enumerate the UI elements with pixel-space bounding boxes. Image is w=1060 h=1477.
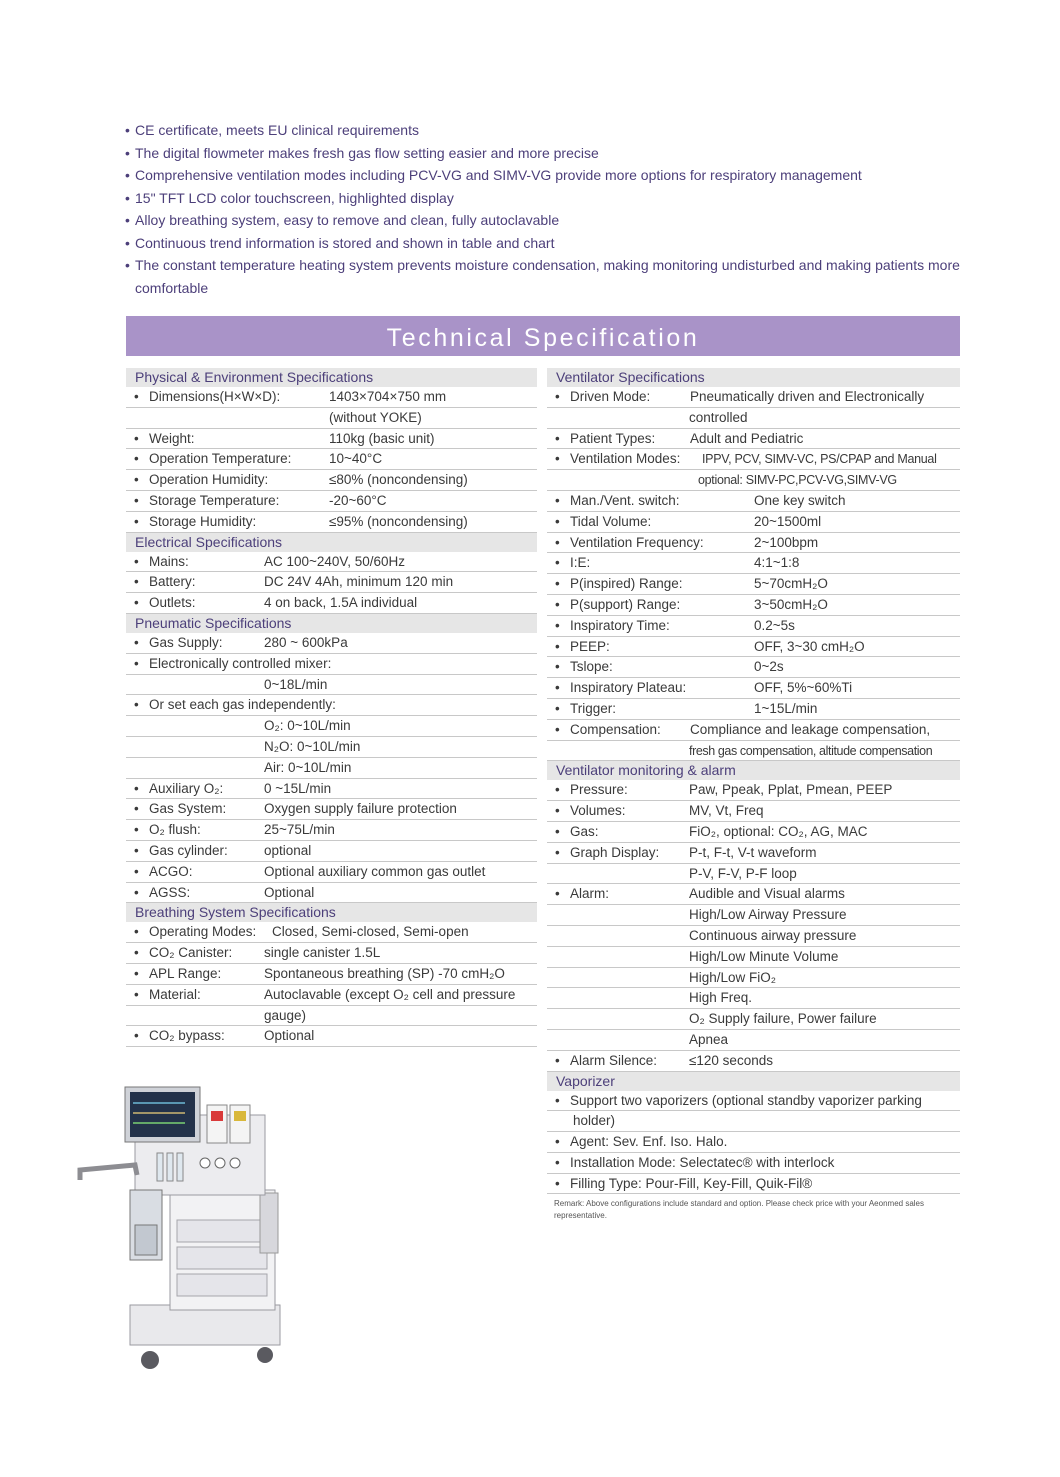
spec-row — [126, 654, 537, 675]
spec-label: Outlets: — [149, 595, 196, 611]
spec-row — [126, 429, 537, 450]
spec-value: (without YOKE) — [329, 409, 422, 425]
bullet-icon: • — [555, 886, 560, 902]
spec-value: Optional auxiliary common gas outlet — [264, 863, 486, 879]
section-header-vaporizer: Vaporizer — [547, 1072, 960, 1091]
bullet-icon: • — [134, 595, 139, 611]
bullet-icon: • — [555, 1175, 560, 1191]
feature-item: • CE certificate, meets EU clinical requirements — [125, 122, 419, 138]
spec-banner-title: Technical Specification — [386, 324, 700, 352]
spec-label: Gas cylinder: — [149, 842, 228, 858]
bullet-icon: • — [134, 801, 139, 817]
spec-value: -20~60°C — [329, 492, 387, 508]
feature-item: • Alloy breathing system, easy to remove and clean, fully autoclavable — [125, 212, 560, 228]
spec-value: High/Low Airway Pressure — [689, 907, 847, 923]
spec-label: Alarm Silence: — [570, 1052, 658, 1068]
spec-value: High/Low FiO₂ — [689, 969, 777, 985]
spec-value: 280 ~ 600kPa — [264, 634, 348, 650]
spec-value: Optional — [264, 884, 315, 900]
bullet-icon: • — [555, 389, 560, 404]
spec-label: Patient Types: — [570, 430, 656, 446]
spec-row — [126, 491, 537, 512]
spec-value: Continuous airway pressure — [689, 927, 857, 943]
spec-value: FiO₂, optional: CO₂, AG, MAC — [689, 823, 868, 839]
spec-label: Support two vaporizers (optional standby vaporizer parking — [570, 1092, 922, 1108]
spec-value: Audible and Visual alarms — [689, 886, 845, 902]
spec-label: APL Range: — [149, 965, 222, 981]
spec-value: IPPV, PCV, SIMV-VC, PS/CPAP and Manual — [702, 452, 937, 467]
anesthesia-machine-image — [75, 1075, 295, 1375]
spec-row — [126, 449, 537, 470]
spec-row — [126, 1006, 537, 1027]
spec-value: MV, Vt, Freq — [689, 803, 764, 819]
spec-row — [126, 922, 537, 943]
spec-row — [547, 926, 960, 947]
bullet-icon: • — [555, 844, 560, 860]
spec-label: O₂ flush: — [149, 822, 201, 838]
feature-item: • The digital flowmeter makes fresh gas flow setting easier and more precise — [125, 144, 599, 161]
spec-label: Material: — [149, 986, 201, 1002]
spec-row — [547, 470, 960, 491]
spec-value: 1403×704×750 mm — [329, 389, 447, 404]
spec-value: 3~50cmH₂O — [754, 596, 828, 612]
spec-row — [126, 552, 537, 573]
spec-label: Operating Modes: — [149, 924, 257, 940]
spec-row — [547, 1051, 960, 1072]
spec-row — [126, 737, 537, 758]
spec-row — [126, 633, 537, 654]
spec-row — [547, 1174, 960, 1195]
bullet-icon: • — [555, 1154, 560, 1170]
bullet-icon: • — [134, 863, 139, 879]
spec-value: 0~18L/min — [264, 676, 328, 692]
spec-label: Operation Humidity: — [149, 472, 269, 488]
spec-label: Gas: — [570, 823, 599, 839]
feature-list — [125, 119, 965, 299]
spec-label: AGSS: — [149, 884, 191, 900]
spec-value: DC 24V 4Ah, minimum 120 min — [264, 574, 454, 590]
spec-label: Graph Display: — [570, 844, 660, 860]
spec-label: Storage Temperature: — [149, 492, 280, 508]
spec-row — [547, 699, 960, 720]
spec-value: N₂O: 0~10L/min — [264, 738, 361, 754]
spec-label: Installation Mode: Selectatec® with interlock — [570, 1154, 835, 1170]
spec-row — [547, 822, 960, 843]
bullet-icon: • — [134, 1028, 139, 1044]
bullet-icon: • — [555, 1092, 560, 1108]
spec-value: Compliance and leakage compensation, — [690, 721, 931, 737]
spec-value: 5~70cmH₂O — [754, 576, 828, 592]
bullet-icon: • — [134, 884, 139, 900]
spec-value: 1~15L/min — [754, 700, 818, 716]
spec-row — [547, 595, 960, 616]
spec-value: Closed, Semi-closed, Semi-open — [272, 924, 469, 940]
spec-row — [126, 985, 537, 1006]
spec-label: Compensation: — [570, 721, 661, 737]
spec-row — [547, 905, 960, 926]
bullet-icon: • — [555, 617, 560, 633]
spec-label: Tslope: — [570, 659, 613, 675]
bullet-icon: • — [134, 945, 139, 961]
bullet-icon: • — [555, 492, 560, 508]
spec-row — [547, 1153, 960, 1174]
spec-row — [547, 1009, 960, 1030]
bullet-icon: • — [555, 659, 560, 675]
spec-value: Adult and Pediatric — [690, 430, 804, 446]
spec-label: P(support) Range: — [570, 596, 681, 612]
spec-value: 4 on back, 1.5A individual — [264, 595, 418, 611]
spec-row — [126, 943, 537, 964]
spec-row — [547, 574, 960, 595]
spec-label: Operation Temperature: — [149, 451, 292, 467]
spec-label: Storage Humidity: — [149, 513, 257, 529]
spec-value: ≤95% (noncondensing) — [329, 513, 468, 529]
spec-value: O₂ Supply failure, Power failure — [689, 1011, 877, 1027]
spec-label: Ventilation Modes: — [570, 451, 681, 467]
spec-value: 2~100bpm — [754, 534, 819, 550]
spec-row — [126, 964, 537, 985]
spec-value: Autoclavable (except O₂ cell and pressure — [264, 986, 516, 1002]
spec-label: Weight: — [149, 430, 195, 446]
spec-row — [547, 637, 960, 658]
spec-row — [126, 512, 537, 533]
spec-value: 110kg (basic unit) — [329, 430, 435, 446]
spec-value: OFF, 5%~60%Ti — [754, 680, 853, 696]
spec-label: Or set each gas independently: — [149, 697, 336, 713]
spec-value: P-t, F-t, V-t waveform — [689, 844, 817, 860]
section-header-physical-environment-specifications: Physical & Environment Specifications — [126, 368, 537, 387]
spec-value: Pneumatically driven and Electronically — [690, 389, 925, 404]
bullet-icon: • — [555, 638, 560, 654]
spec-value: 0 ~15L/min — [264, 780, 332, 796]
spec-label: Volumes: — [570, 803, 626, 819]
spec-value: 20~1500ml — [754, 513, 822, 529]
spec-row — [126, 572, 537, 593]
spec-row — [547, 1030, 960, 1051]
bullet-icon: • — [134, 553, 139, 569]
spec-value: fresh gas compensation, altitude compensation — [689, 743, 933, 758]
spec-row — [547, 843, 960, 864]
spec-label: I:E: — [570, 555, 591, 571]
spec-label: Dimensions(H×W×D): — [149, 389, 281, 404]
spec-label: Mains: — [149, 553, 189, 569]
spec-label: Inspiratory Time: — [570, 617, 670, 633]
spec-row — [126, 841, 537, 862]
bullet-icon: • — [555, 1052, 560, 1068]
bullet-icon: • — [134, 389, 139, 404]
spec-row — [547, 741, 960, 762]
bullet-icon: • — [555, 596, 560, 612]
spec-label: Filling Type: Pour-Fill, Key-Fill, Quik-Fil® — [570, 1175, 813, 1191]
spec-value: single canister 1.5L — [264, 945, 381, 961]
spec-value: Oxygen supply failure protection — [264, 801, 457, 817]
spec-value: Paw, Ppeak, Pplat, Pmean, PEEP — [689, 782, 893, 798]
bullet-icon: • — [555, 555, 560, 571]
spec-label: Man./Vent. switch: — [570, 492, 680, 508]
spec-value: 0~2s — [754, 659, 784, 675]
spec-row — [126, 883, 537, 904]
spec-row — [547, 387, 960, 408]
spec-label: Agent: Sev. Enf. Iso. Halo. — [570, 1134, 728, 1150]
spec-label: Electronically controlled mixer: — [149, 655, 332, 671]
spec-label: PEEP: — [570, 638, 610, 654]
bullet-icon: • — [134, 492, 139, 508]
spec-value: O₂: 0~10L/min — [264, 718, 351, 734]
bullet-icon: • — [555, 700, 560, 716]
spec-banner — [126, 316, 960, 356]
bullet-icon: • — [134, 472, 139, 488]
spec-value: P-V, F-V, P-F loop — [689, 865, 797, 881]
spec-row — [126, 1026, 537, 1047]
spec-label: Alarm: — [570, 886, 610, 902]
spec-value: Air: 0~10L/min — [264, 759, 352, 775]
feature-item: • Continuous trend information is stored and shown in table and chart — [125, 234, 555, 251]
spec-value: 25~75L/min — [264, 822, 335, 838]
spec-row — [547, 884, 960, 905]
spec-value: Optional — [264, 1028, 315, 1044]
bullet-icon: • — [134, 574, 139, 590]
bullet-icon: • — [134, 430, 139, 446]
bullet-icon: • — [134, 822, 139, 838]
spec-row — [126, 799, 537, 820]
remark-note: Remark: Above configurations include standard and option. Please check price with your Aeonmed sales representative. — [554, 1199, 924, 1221]
section-header-electrical-specifications: Electrical Specifications — [126, 533, 537, 552]
section-header-ventilator-specifications: Ventilator Specifications — [547, 368, 960, 387]
spec-row — [126, 779, 537, 800]
spec-row — [547, 429, 960, 450]
spec-value: High Freq. — [689, 990, 753, 1006]
bullet-icon: • — [134, 513, 139, 529]
spec-row — [547, 988, 960, 1009]
bullet-icon: • — [134, 965, 139, 981]
spec-value: Spontaneous breathing (SP) -70 cmH₂O — [264, 965, 505, 981]
bullet-icon: • — [555, 576, 560, 592]
spec-label: Driven Mode: — [570, 389, 651, 404]
spec-row — [126, 408, 537, 429]
spec-row — [126, 593, 537, 614]
spec-value: 0.2~5s — [754, 617, 795, 633]
bullet-icon: • — [134, 842, 139, 858]
spec-value: 4:1~1:8 — [754, 555, 800, 571]
spec-value: One key switch — [754, 492, 846, 508]
spec-value: optional: SIMV-PC,PCV-VG,SIMV-VG — [698, 473, 897, 488]
spec-label: Tidal Volume: — [570, 513, 652, 529]
spec-label: Pressure: — [570, 782, 628, 798]
bullet-icon: • — [555, 823, 560, 839]
spec-label: Gas Supply: — [149, 634, 223, 650]
bullet-icon: • — [555, 1134, 560, 1150]
bullet-icon: • — [134, 924, 139, 940]
spec-value: OFF, 3~30 cmH₂O — [754, 638, 865, 654]
spec-label: Trigger: — [570, 700, 617, 716]
spec-value: High/Low Minute Volume — [689, 948, 839, 964]
bullet-icon: • — [555, 513, 560, 529]
spec-label: CO₂ bypass: — [149, 1028, 225, 1044]
spec-row — [547, 449, 960, 470]
spec-row — [547, 1132, 960, 1153]
spec-label: Inspiratory Plateau: — [570, 680, 687, 696]
spec-row — [547, 864, 960, 885]
spec-value: gauge) — [264, 1007, 307, 1023]
bullet-icon: • — [134, 986, 139, 1002]
spec-row — [547, 947, 960, 968]
spec-row — [547, 491, 960, 512]
spec-row — [126, 716, 537, 737]
spec-row — [547, 678, 960, 699]
spec-value: holder) — [573, 1113, 616, 1129]
spec-row — [547, 968, 960, 989]
spec-row — [126, 758, 537, 779]
spec-row — [126, 695, 537, 716]
spec-value: ≤80% (noncondensing) — [329, 472, 468, 488]
bullet-icon: • — [134, 451, 139, 467]
spec-value: controlled — [689, 409, 748, 425]
spec-value: AC 100~240V, 50/60Hz — [264, 553, 405, 569]
spec-label: Gas System: — [149, 801, 227, 817]
bullet-icon: • — [134, 697, 139, 713]
spec-label: CO₂ Canister: — [149, 945, 233, 961]
bullet-icon: • — [555, 430, 560, 446]
spec-row — [547, 553, 960, 574]
section-header-breathing-system-specifications: Breathing System Specifications — [126, 903, 537, 922]
spec-row — [126, 675, 537, 696]
bullet-icon: • — [555, 782, 560, 798]
spec-row — [547, 616, 960, 637]
spec-row — [126, 470, 537, 491]
bullet-icon: • — [134, 655, 139, 671]
feature-item: • The constant temperature heating system prevents moisture condensation, making monitoring undisturbed and making patients more comfortable — [125, 257, 960, 296]
section-header-ventilator-monitoring-alarm: Ventilator monitoring & alarm — [547, 761, 960, 780]
bullet-icon: • — [134, 634, 139, 650]
spec-value: 10~40°C — [329, 451, 383, 467]
spec-row — [126, 862, 537, 883]
spec-label: Battery: — [149, 574, 196, 590]
section-header-pneumatic-specifications: Pneumatic Specifications — [126, 614, 537, 633]
bullet-icon: • — [555, 680, 560, 696]
feature-item: • 15" TFT LCD color touchscreen, highlighted display — [125, 189, 454, 206]
spec-row — [547, 1091, 960, 1112]
bullet-icon: • — [555, 534, 560, 550]
spec-row — [547, 801, 960, 822]
spec-column-left — [126, 368, 537, 1047]
spec-value: optional — [264, 842, 312, 858]
spec-row — [126, 387, 537, 408]
spec-column-right — [547, 368, 960, 1222]
bullet-icon: • — [555, 451, 560, 467]
spec-row — [126, 820, 537, 841]
spec-label: P(inspired) Range: — [570, 576, 683, 592]
spec-value: Apnea — [689, 1031, 729, 1047]
spec-row — [547, 720, 960, 741]
bullet-icon: • — [555, 721, 560, 737]
spec-value: ≤120 seconds — [689, 1052, 773, 1068]
spec-row — [547, 657, 960, 678]
spec-label: ACGO: — [149, 863, 193, 879]
bullet-icon: • — [134, 780, 139, 796]
spec-label: Ventilation Frequency: — [570, 534, 704, 550]
spec-label: Auxiliary O₂: — [149, 780, 224, 796]
spec-row — [547, 512, 960, 533]
spec-row — [547, 1111, 960, 1132]
feature-item: • Comprehensive ventilation modes including PCV-VG and SIMV-VG provide more options for respiratory management — [125, 167, 862, 183]
spec-row — [547, 533, 960, 554]
bullet-icon: • — [555, 803, 560, 819]
spec-row — [547, 780, 960, 801]
spec-row — [547, 408, 960, 429]
